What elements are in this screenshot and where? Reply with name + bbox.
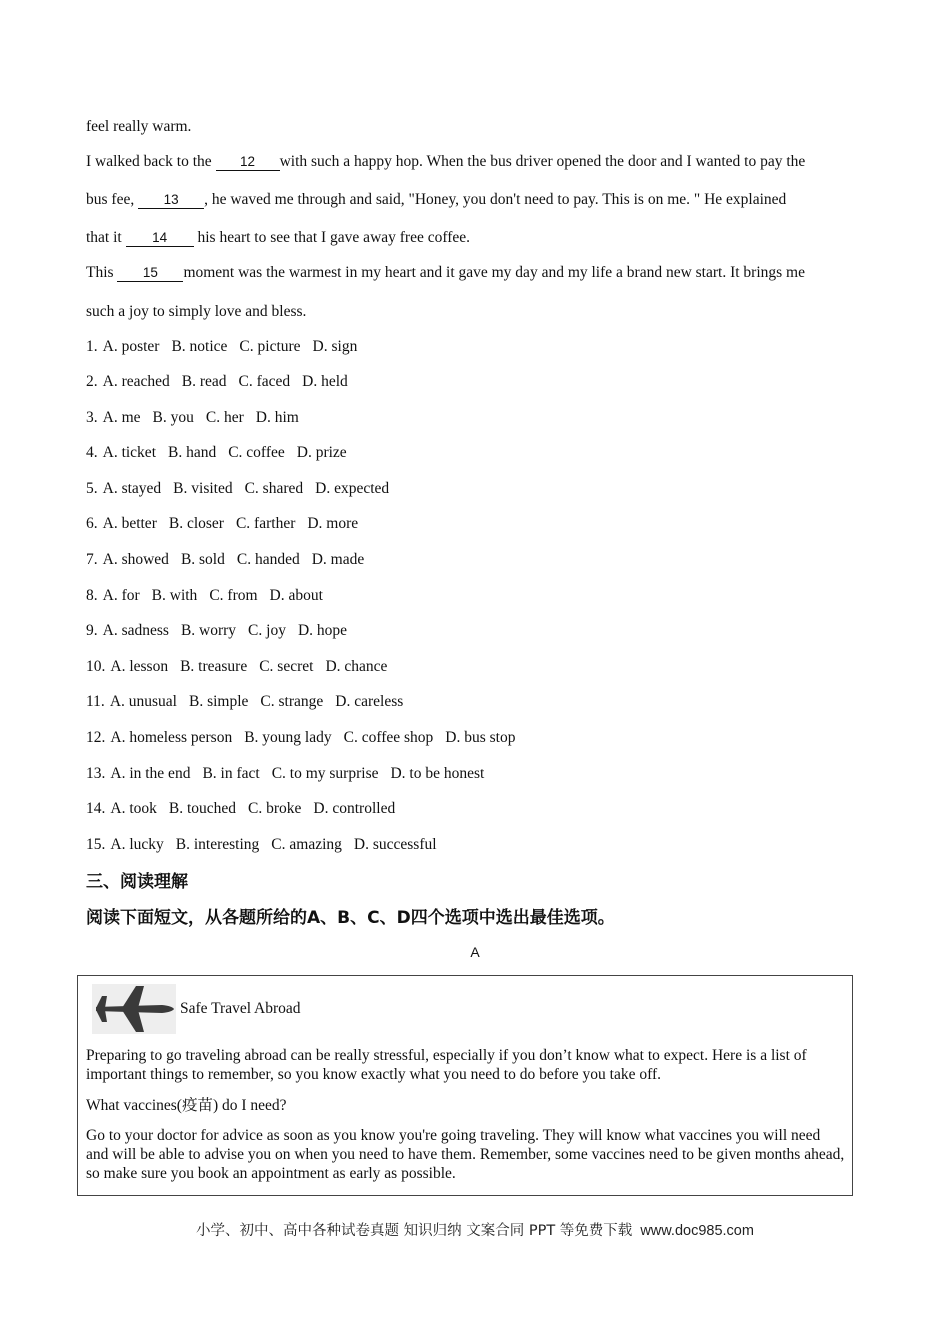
footer-url[interactable]: www.doc985.com <box>640 1223 754 1239</box>
option-choice: B. interesting <box>175 836 260 853</box>
option-choice: C. amazing <box>271 836 342 853</box>
blank-13: 13 <box>138 192 204 209</box>
option-choice: C. broke <box>248 800 302 817</box>
option-choice: A. lesson <box>110 658 169 675</box>
option-choice: D. sign <box>312 338 358 355</box>
airplane-icon <box>92 984 176 1034</box>
option-choice: B. touched <box>168 800 237 817</box>
option-choice: C. handed <box>236 551 300 568</box>
option-row <box>86 657 387 677</box>
page-footer <box>0 1219 950 1240</box>
option-choice: A. sadness <box>102 622 169 639</box>
section-heading: 三、阅读理解 <box>86 872 188 892</box>
option-choice: D. bus stop <box>445 729 516 746</box>
option-row <box>86 799 395 819</box>
option-choice: D. hope <box>297 622 348 639</box>
option-number: 15. <box>86 836 106 853</box>
option-choice: C. her <box>205 409 244 426</box>
option-number: 5. <box>86 480 98 497</box>
option-number: 4. <box>86 444 98 461</box>
option-choice: A. ticket <box>102 444 156 461</box>
option-choice: B. sold <box>180 551 225 568</box>
article-box <box>77 975 853 1196</box>
option-choice: D. careless <box>335 693 404 710</box>
option-choice: D. successful <box>353 836 437 853</box>
option-choice: B. simple <box>188 693 249 710</box>
option-choice: B. young lady <box>244 729 332 746</box>
option-number: 14. <box>86 800 106 817</box>
passage-text: that it <box>86 229 126 246</box>
passage-text: , he waved me through and said, "Honey, you don't need to pay. This is on me. " He explained <box>204 191 787 208</box>
option-choice: C. farther <box>235 515 296 532</box>
article-title: Safe Travel Abroad <box>180 1000 301 1017</box>
option-row <box>86 835 437 855</box>
option-choice: A. me <box>102 409 141 426</box>
option-row <box>86 337 357 357</box>
option-choice: D. chance <box>325 658 388 675</box>
option-choice: D. about <box>269 587 323 604</box>
option-row <box>86 728 516 748</box>
option-choice: A. in the end <box>110 765 191 782</box>
passage-line <box>86 228 470 248</box>
blank-15: 15 <box>117 265 183 282</box>
option-row <box>86 586 323 606</box>
option-choice: A. lucky <box>110 836 164 853</box>
option-choice: B. you <box>152 409 194 426</box>
option-number: 3. <box>86 409 98 426</box>
option-number: 13. <box>86 765 106 782</box>
option-row <box>86 408 299 428</box>
article-question: What vaccines(疫苗) do I need? <box>86 1097 287 1114</box>
option-row <box>86 514 358 534</box>
passage-line <box>86 190 786 210</box>
option-number: 9. <box>86 622 98 639</box>
passage-line <box>86 152 805 172</box>
option-choice: A. better <box>102 515 157 532</box>
option-choice: D. held <box>302 373 348 390</box>
blank-12: 12 <box>216 154 280 171</box>
article-paragraph: Go to your doctor for advice as soon as you know you're going traveling. They will know what vaccines you will need and will be able to advise you on when you need to have them. Remember, some vaccines need to be given months ahead, so make sure you book an appointment as early as possible. <box>86 1127 845 1182</box>
option-choice: C. joy <box>248 622 286 639</box>
option-row <box>86 764 484 784</box>
option-choice: C. from <box>209 587 258 604</box>
passage-text: with such a happy hop. When the bus driver opened the door and I wanted to pay the <box>279 153 806 170</box>
option-row <box>86 692 403 712</box>
option-choice: A. took <box>110 800 157 817</box>
option-row <box>86 550 364 570</box>
passage-line: feel really warm. <box>86 118 192 135</box>
option-choice: B. worry <box>180 622 237 639</box>
passage-text: I walked back to the <box>86 153 216 170</box>
option-choice: C. secret <box>259 658 314 675</box>
passage-text: This <box>86 264 118 281</box>
option-number: 11. <box>86 693 105 710</box>
article-paragraph: Preparing to go traveling abroad can be really stressful, especially if you don’t know what to expect. Here is a list of important things to remember, so you know exactly what you need to do before you take off. <box>86 1047 807 1083</box>
option-row <box>86 621 347 641</box>
option-choice: B. read <box>181 373 227 390</box>
option-choice: B. notice <box>171 338 228 355</box>
blank-14: 14 <box>126 230 194 247</box>
option-choice: D. prize <box>296 444 347 461</box>
option-row <box>86 372 348 392</box>
option-number: 1. <box>86 338 98 355</box>
option-choice: D. made <box>311 551 365 568</box>
part-label: A <box>470 944 480 960</box>
option-number: 8. <box>86 587 98 604</box>
option-choice: C. strange <box>260 693 324 710</box>
option-number: 6. <box>86 515 98 532</box>
option-choice: A. poster <box>102 338 160 355</box>
option-choice: D. to be honest <box>390 765 485 782</box>
passage-line <box>86 263 805 283</box>
option-choice: A. homeless person <box>110 729 233 746</box>
option-choice: A. for <box>102 587 140 604</box>
passage-line: such a joy to simply love and bless. <box>86 303 307 320</box>
option-number: 10. <box>86 658 106 675</box>
option-choice: C. shared <box>244 480 304 497</box>
option-choice: B. visited <box>173 480 233 497</box>
option-choice: B. treasure <box>180 658 248 675</box>
option-number: 2. <box>86 373 98 390</box>
option-choice: C. picture <box>239 338 301 355</box>
passage-text: his heart to see that I gave away free coffee. <box>193 229 471 246</box>
option-choice: C. coffee shop <box>343 729 434 746</box>
passage-text: bus fee, <box>86 191 139 208</box>
option-choice: B. with <box>151 587 198 604</box>
option-choice: B. closer <box>168 515 224 532</box>
option-number: 7. <box>86 551 98 568</box>
passage-text: moment was the warmest in my heart and it gave my day and my life a brand new start. It brings me <box>183 264 805 281</box>
option-choice: C. coffee <box>228 444 285 461</box>
option-choice: A. showed <box>102 551 169 568</box>
option-choice: A. unusual <box>109 693 177 710</box>
option-number: 12. <box>86 729 106 746</box>
footer-text: 小学、初中、高中各种试卷真题 知识归纳 文案合同 PPT 等免费下载 <box>196 1223 633 1239</box>
option-row <box>86 443 347 463</box>
option-choice: D. expected <box>315 480 390 497</box>
section-instruction: 阅读下面短文，从各题所给的A、B、C、D四个选项中选出最佳选项。 <box>86 908 615 928</box>
option-choice: B. hand <box>168 444 217 461</box>
option-choice: B. in fact <box>202 765 260 782</box>
option-choice: C. to my surprise <box>271 765 379 782</box>
option-choice: D. more <box>307 515 359 532</box>
option-choice: D. him <box>255 409 299 426</box>
option-choice: A. reached <box>102 373 170 390</box>
option-choice: A. stayed <box>102 480 162 497</box>
option-choice: D. controlled <box>313 800 396 817</box>
option-row <box>86 479 389 499</box>
option-choice: C. faced <box>238 373 291 390</box>
